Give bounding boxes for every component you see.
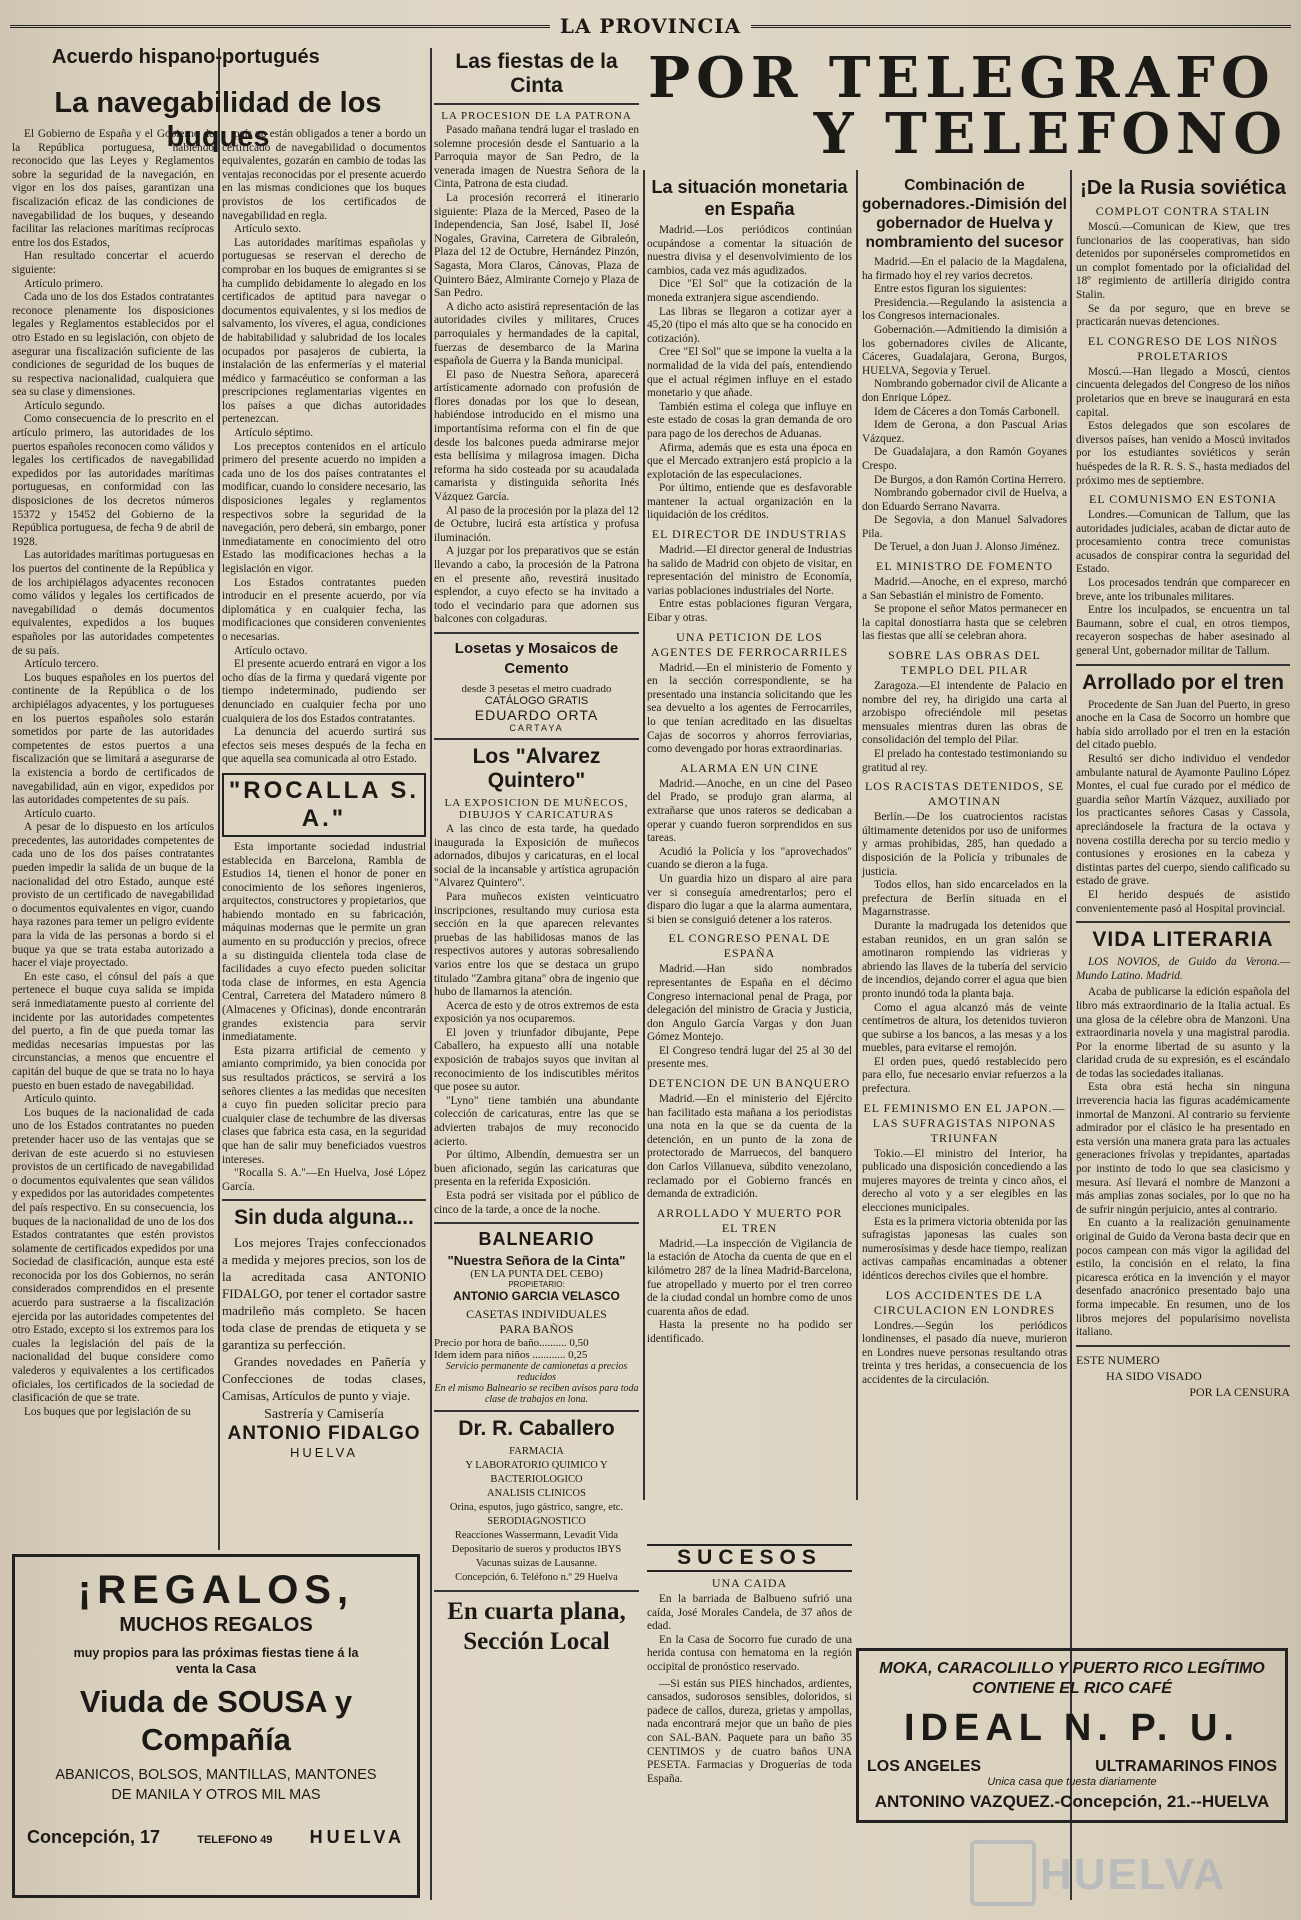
paragraph: Artículo octavo. (234, 644, 308, 657)
paragraph: Idem de Gerona, a don Pascual Arias Vázquez. (862, 419, 1067, 445)
paragraph: país no están obligados a tener a bordo un certificado de navegabilidad o documentos equivalentes, gozarán en cambio de todas las ventajas reconocidas por el presente acuerdo en las mismas condiciones que los buques provistos de los certificados de navegabilidad en regla. (222, 128, 426, 222)
article-gobernadores-title: Combinación de gobernadores.-Dimisión del gobernador de Huelva y nombramiento del sucesor (862, 177, 1067, 251)
ad-moka-line: MOKA, CARACOLILLO Y PUERTO RICO LEGÍTIMO (879, 1660, 1265, 1677)
subhead: ARROLLADO Y MUERTO POR EL TREN (656, 1205, 843, 1235)
ad-balneario-title: BALNEARIO (478, 1229, 595, 1250)
paragraph: Pasado mañana tendrá lugar el traslado en solemne procesión desde el Santuario a la Parroquia mayor de San Pedro, de la venerada imagen de Nuestra Señora de la Cinta, Patrona de esta ciudad. (434, 124, 639, 191)
paragraph: El Gobierno de España y el Gobierno de la República portuguesa, habiendo reconocido que las Leyes y Reglamentos sobre la seguridad de la navegación, en vigor en los dos países, garantizan una fiscalización eficaz de las condiciones de navegabilidad de los buques, y deseando facilitar las relaciones marítimas recíprocas entre los dos Estados, (12, 128, 214, 249)
paragraph: Moscú.—Han llegado a Moscú, cientos cincuenta delegados del Congreso de los niños proletarios que en breve se inaugurará en esta capital. (1076, 365, 1290, 419)
ad-balneario-owner: ANTONIO GARCIA VELASCO (453, 1289, 620, 1304)
paragraph: Como consecuencia de lo prescrito en el artículo primero, las autoridades de los puertos españoles reconocen como válidos y legales los certificados de navegabilidad expedidos por las autoridades marítimas portuguesas, en conformidad con las disposiciones de los decretos números 15372 y 15452 del Gobierno de la República portuguesa, de fecha 9 de abril de 1928. (12, 413, 214, 548)
ad-caballero-line: ANALISIS CLINICOS (487, 1488, 586, 1500)
paragraph: La denuncia del acuerdo surtirá sus efectos seis meses después de la fecha en que aquella sea comunicada al otro Estado. (222, 726, 426, 766)
paragraph: Madrid.—La inspección de Vigilancia de la estación de Atocha da cuenta de que en el kilómetro 287 de la línea Madrid-Barcelona, fue atropellado y muerto por el tren correo de la ciudad condal un hombre como de unos cuarenta años de edad. (647, 1237, 852, 1318)
subhead: LOS RACISTAS DETENIDOS, SE AMOTINAN (864, 779, 1065, 809)
paragraph: Acaba de publicarse la edición española del libro más extraordinario de la Italia actual. Es una glosa de la célebre obra de Manzoni. Una extraordinaria novela y una magistral parodia. Por la enorme libertad de su asunto y la claridad cruda de su expresión, es el escándalo de todas las sociedades italianas. (1076, 986, 1290, 1080)
ad-caballero-line: Reacciones Wassermann, Levadit Vida (454, 1530, 619, 1542)
ad-moka-note: Unica casa que tuesta diariamente (987, 1776, 1157, 1788)
ad-losetas-catalog: CATÁLOGO GRATIS (484, 694, 589, 707)
paragraph: Hasta la presente no ha podido ser identificado. (647, 1319, 852, 1345)
paragraph: El Congreso tendrá lugar del 25 al 30 del presente mes. (647, 1044, 852, 1071)
ad-fidalgo-title: Sin duda alguna... (234, 1206, 414, 1230)
paragraph: Un guardia hizo un disparo al aire para ver si conseguía amedrentarlos; pero el disparo dio lugar a que la alarma aumentara, si bien se consiguió detener a los rateros. (647, 872, 852, 926)
article-vida-literaria-sub: LOS NOVIOS, de Guido da Verona.—Mundo Latino. Madrid. (1076, 956, 1290, 982)
ad-losetas-title: Losetas y Mosaicos de Cemento (454, 639, 619, 677)
paragraph: "Lyno" tiene también una abundante colección de caricaturas, entre las que se advierten trabajos de muy reconocido acierto. (434, 1094, 639, 1148)
paragraph: Procedente de San Juan del Puerto, in greso anoche en la Casa de Socorro un hombre que había sido arrollado por el tren en la estación del citado pueblo. (1076, 698, 1290, 752)
subhead: UNA PETICION DE LOS AGENTES DE FERROCARRILES (650, 629, 849, 659)
censorship-note: POR LA CENSURA (1189, 1384, 1290, 1399)
paragraph: Gobernación.—Admitiendo la dimisión a los gobernadores civiles de Alicante, Cáceres, Guadalajara, Gerona, Burgos, HUELVA, Segovia y Teruel. (862, 323, 1067, 377)
article-title: La navegabilidad de los buques (54, 87, 382, 153)
ad-balneario-owner-label: PROPIETARIO: (508, 1280, 565, 1290)
paragraph: Se da por seguro, que en breve se practicarán nuevas detenciones. (1076, 302, 1290, 329)
subhead: EL COMUNISMO EN ESTONIA (1089, 492, 1277, 507)
paragraph: De Segovia, a don Manuel Salvadores Pila. (862, 514, 1067, 540)
ad-rocalla-title: "ROCALLA S. A." (222, 773, 426, 837)
paragraph: Las autoridades marítimas portuguesas en los puertos del continente de la República y de los archipiélagos adyacentes reconocen como válidos y legales los certificados de navegabilidad o demás documentos equivalentes, expedidos a los buques españoles por las autoridades competentes de su país. (12, 549, 214, 657)
sucesos-title: SUCESOS (647, 1544, 852, 1572)
column-rule (430, 48, 432, 1900)
paragraph: Madrid.—En el ministerio del Ejército han facilitado esta mañana a los periodistas una nota en la que se da cuenta de la detención, en un punto de la zona de protectorado de Marruecos, del banquero don Carlos Villanueva, súbdito venezolano, reclamado por el Gobierno francés en demanda de extradición. (647, 1093, 852, 1201)
ad-moka (856, 1648, 1288, 1873)
paragraph: Artículo sexto. (234, 223, 302, 236)
paragraph: A dicho acto asistirá representación de las autoridades civiles y militares, Cruces parroquiales y hermandades de la capital, fuerzas de desembarco de la Marina española de Guerra y la Banda municipal. (434, 300, 639, 368)
ad-caballero-title: Dr. R. Caballero (458, 1417, 615, 1441)
paragraph: Se propone el señor Matos permanecer en la capital donostiarra hasta que se celebren las fiestas que allí se celebran ahora. (862, 603, 1067, 643)
article-kicker: Acuerdo hispano-portugués (52, 46, 320, 68)
ad-regalos-items: ABANICOS, BOLSOS, MANTILLAS, MANTONES (55, 1767, 377, 1783)
newspaper-name: LA PROVINCIA (559, 14, 742, 38)
paragraph: Al paso de la procesión por la plaza del 12 de Octubre, lucirá esta artística y profusa iluminación. (434, 504, 639, 544)
paragraph: En la Casa de Socorro fue curado de una herida contusa con hematoma en la región occipital de pronóstico reservado. (647, 1633, 852, 1673)
paragraph: Durante la madrugada los detenidos que estaban reunidos, en un gran salón se amotinaron rompiendo las vidrieras y abriendo las llaves de la tubería del servicio de incendios, dejando correr el agua que bien pronto inundó toda la planta baja. (862, 919, 1067, 1000)
paragraph: Los buques de la nacionalidad de cada uno de los Estados contratantes no pueden pretender hacer uso de las ventajas que se derivan de este acuerdo si no estuviesen provistos de un certificado de navegabilidad o documentos equivalentes que sean válidos y expedidos por las autoridades competentes del país respectivo. En su consecuencia, los buques de la nacionalidad de uno de los dos Estados contratantes que estén provistos solamente de certificados expedidos por una Sociedad de clasificación, aunque esta esté reconocida por los dos Gobiernos, no serán considerados comprendidos en el presente acuerdo para sustraerse a la fiscalización ejercida por las autoridades competentes del otro Estado, excepto si los extremos para los cuales la legislación del país de la nacionalidad del buque considere como valederos y equivalentes a los certificados oficiales, los certificados de la sociedad de clasificación de que se trate. (12, 1106, 214, 1405)
paragraph: De Burgos, a don Ramón Cortina Herrero. (874, 473, 1066, 486)
column-5 (862, 172, 1067, 1582)
article-title-wrap (12, 82, 424, 153)
paragraph: El prelado ha contestado testimoniando su gratitud al rey. (862, 748, 1067, 774)
paragraph: Para muñecos existen veinticuatro inscripciones, resultando muy curiosa esta sección en la que aparecen relevantes pruebas de las habilidosas manos de las respectivos autores y autoras sobresaliendo varios entre los que se destaca un grupo titulado "Zambra gitana" obra de ingenio que hubo de llamarnos la atención. (434, 890, 639, 999)
paragraph: Han resultado concertar el acuerdo siguiente: (12, 250, 214, 276)
ad-caballero-line: Concepción, 6. Teléfono n.º 29 Huelva (455, 1572, 618, 1584)
paragraph: En cuanto a la realización genuinamente original de Guido da Verona basta decir que en pocos campean con más vigor la agilidad del estilo, la concisión en el relato, la fina picaresca erótica en la invención y el mayor desenfado anacrónico presentado bajo una forma impecable. En resumen, uno de los libros mejores del popularísimo novelista italiano. (1076, 1217, 1290, 1339)
ad-fidalgo-text: Los mejores Trajes confeccionados a medida y mejores precios, son los de la acreditada casa ANTONIO FIDALGO, por tener el cortador sastre madrileño más completo. Se hacen toda clase de prendas de etiqueta y se garantiza su perfección. (222, 1235, 426, 1353)
paragraph: Madrid.—En el palacio de la Magdalena, ha firmado hoy el rey varios decretos. (862, 256, 1067, 282)
paragraph: Dice "El Sol" que la cotización de la moneda extranjera sigue ascendiendo. (647, 278, 852, 304)
ad-rocalla-text: Esta pizarra artificial de cemento y amianto comprimido, ya bien conocida por sus resultados prácticos, se servirá a los señores clientes a las medidas que necesiten a cuyo fin pueden solicitar precio para cualquier clase de techumbre de las diversas clases que fabrica esta casa, en la seguridad que han de salir muy beneficiados vuestros intereses. (222, 1044, 426, 1166)
paragraph: Tokio.—El ministro del Interior, ha publicado una disposición concediendo a las mujeres mayores de treinta y cinco años, el derecho al voto y a ser elegibles en las elecciones municipales. (862, 1147, 1067, 1215)
column-6 (1076, 172, 1290, 1612)
paragraph: Los Estados contratantes pueden introducir en el presente acuerdo, por vía diplomática y en cualquier fecha, las modificaciones que consideren convenientes o necesarias. (222, 576, 426, 643)
paragraph: Afirma, además que es esta una época en que el Mercado extranjero está propicio a la explotación de las especulaciones. (647, 441, 852, 481)
paragraph: Artículo quinto. (24, 1093, 97, 1106)
paragraph: A juzgar por los preparativos que se están llevando a cabo, la procesión de la Patrona en el presente año, revestirá inusitado esplendor, a cuyo efecto se ha invitado a todo el vecindario para que adornen sus balcones con colgaduras. (434, 545, 639, 626)
censorship-note: HA SIDO VISADO (1106, 1368, 1202, 1383)
paragraph: Londres.—Comunican de Tallum, que las autoridades judiciales, acaban de dictar auto de procesamiento contra trece comunistas acusados de conspirar contra la seguridad del Estado. (1076, 509, 1290, 576)
paragraph: El joven y triunfador dibujante, Pepe Caballero, ha expuesto allí una notable exposición de trabajos suyos que invitan al reconocimiento de los indiscutibles méritos que posee su autor. (434, 1026, 639, 1094)
local-section-note: En cuarta plana, Sección Local (447, 1598, 626, 1656)
subhead: COMPLOT CONTRA STALIN (1095, 204, 1271, 218)
paragraph: Madrid.—Anoche, en un cine del Paseo del Prado, se produjo gran alarma, al extrañarse que unos rateros se dedicaban a operar y cuando fueron sorprendidos en sus tareas. (647, 777, 852, 845)
ad-caballero-line: Vacunas suizas de Lausanne. (475, 1558, 598, 1570)
ad-balneario-line: PARA BAÑOS (499, 1322, 574, 1337)
subhead: EL MINISTRO DE FOMENTO (876, 559, 1053, 574)
paragraph: Estos delegados que son escolares de diversos países, han venido a Moscú invitados por los estudiantes soviéticos y serán huéspedes de la R. R. S. S., hasta mediados del próximo mes de septiembre. (1076, 420, 1290, 487)
paragraph: Entre estas poblaciones figuran Vergara, Eibar y otras. (647, 598, 852, 625)
paragraph: Los buques que por legislación de su (24, 1405, 191, 1418)
paragraph: Zaragoza.—El intendente de Palacio en nombre del rey, ha dirigido una carta al arzobispo ofreciéndole mil pesetas mensuales mientras duren las obras de consolidación del templo del Pilar. (862, 680, 1067, 747)
telegrafo-header (648, 45, 1288, 168)
article-cinta-sub: LA PROCESION DE LA PATRONA (441, 110, 632, 122)
paragraph: Nombrando gobernador civil de Alicante a don Enrique López. (862, 378, 1067, 404)
article-navegabilidad-col2 (222, 128, 426, 1548)
paragraph: Esta obra está hecha sin ninguna irreverencia hacia las figuras académicamente inmortal de Manzoni. Al contrario su ferviente admirador por el clásico le ha presentado en esta versión una manera grata para las actuales generaciones frívolas y trepidantes, apartadas por instinto de todo lo que sea clasicismo y mesura. Así llevará el nombre de Manzoni a más amplias zonas sociales, por lo que no ha de sufrir ningún perjuicio, antes al contrario. (1076, 1081, 1290, 1216)
paragraph: Acerca de esto y de otros extremos de esta exposición ya nos ocuparemos. (434, 999, 639, 1026)
ad-moka-owner: ANTONINO VAZQUEZ.-Concepción, 21.--HUELVA (874, 1792, 1270, 1811)
ad-regalos-phone: TELEFONO 49 (197, 1834, 273, 1846)
paragraph: Los procesados tendrán que comparecer en breve, ante los tribunales militares. (1076, 577, 1290, 603)
paragraph: Como el agua alcanzó más de veinte centímetros de altura, los detenidos tuvieron que subirse a los bancos, a las mesas y a los muebles, para evitarse el remojón. (862, 1001, 1067, 1055)
column-rule (1070, 170, 1072, 1900)
paragraph: Nombrando gobernador civil de Huelva, a don Eduardo Serrano Navarra. (862, 487, 1067, 513)
ad-regalos-line: venta la Casa (176, 1662, 256, 1676)
sucesos-section (647, 1540, 852, 1895)
paragraph: Todos ellos, han sido encarcelados en la prefectura de Berlín situada en el Magarnstrasse. (862, 879, 1067, 919)
ad-regalos-name: Viuda de SOUSA y Compañía (79, 1684, 353, 1757)
column-rule (218, 48, 220, 1550)
column-3 (434, 46, 639, 1896)
paragraph: Cree "El Sol" que se impone la vuelta a la normalidad de la vida del país, entendiendo que el actual régimen influye en el estado monetario y que añade. (647, 346, 852, 400)
ad-balneario-location: (EN LA PUNTA DEL CEBO) (470, 1268, 603, 1281)
paragraph: Las libras se llegaron a cotizar ayer a 45,20 (tipo el más alto que se ha conocido en cotización). (647, 305, 852, 345)
paragraph: También estima el colega que influye en este estado de cosas la gran demanda de oro para pago de los derechos de Aduanas. (647, 400, 852, 440)
subhead: ALARMA EN UN CINE (680, 760, 819, 775)
article-vida-literaria-title: VIDA LITERARIA (1092, 928, 1274, 952)
ad-fidalgo-shop: Sastrería y Camisería (264, 1407, 384, 1423)
paragraph: En la barriada de Balbueno sufrió una caída, José Morales Candela, de 37 años de edad. (647, 1593, 852, 1633)
article-navegabilidad-col1 (12, 128, 214, 1548)
ad-moka-line: CONTIENE EL RICO CAFÉ (972, 1680, 1172, 1697)
paragraph: Madrid.—En el ministerio de Fomento y en la sección correspondiente, se ha presentado una instancia solicitando que les sea devuelto a los agentes de Ferrocarriles, lo que tenían acreditado en las disueltas Cajas de socorros y ahorros ferroviarias, como devengado por horas extraordinarias. (647, 661, 852, 756)
paragraph: Berlín.—De los cuatrocientos racistas últimamente detenidos por uso de uniformes y armas prohibidas, 285, han quedado a disposición de la Policía y tribunales de justicia. (862, 811, 1067, 878)
paragraph: Madrid.—El director general de Industrias ha salido de Madrid con objeto de visitar, en representación del ministro de Economía, varias poblaciones industriales del Norte. (647, 544, 852, 597)
ad-balneario-price: Idem idem para niños ............ 0,25 (434, 1349, 588, 1362)
ad-balneario-service: En el mismo Balneario se reciben avisos para toda clase de trabajos en lona. (434, 1383, 639, 1406)
ad-caballero-line: Orina, esputos, jugo gástrico, sangre, etc. (449, 1502, 624, 1514)
subhead: UNA CAIDA (711, 1576, 788, 1590)
ad-fidalgo-text: Grandes novedades en Pañería y Confecciones de todas clases, Camisas, Artículos de punto y viaje. (222, 1354, 426, 1404)
paragraph: A pesar de lo dispuesto en los artículos precedentes, las autoridades competentes de cada uno de los dos países contratantes pueden impedir la salida de un buque de la nacionalidad del otro Estado, aunque esté provisto de un certificado de navegabilidad o documentos equivalentes en vigor, cuando haya razones para temer un peligro evidente para la vida de las personas a bordo si el buque ya que se trata estaba autorizado a hacer el viaje proyectado. (12, 821, 214, 970)
paragraph: Madrid.—Anoche, en el expreso, marchó a San Sebastián el ministro de Fomento. (862, 576, 1067, 602)
paragraph: El presente acuerdo entrará en vigor a los ocho días de la firma y quedará vigente por tiempo indeterminado, pudiendo ser denunciado en cualquier fecha por uno cualquiera de los dos Estados contratantes. (222, 658, 426, 725)
article-cinta-title: Las fiestas de la Cinta (455, 50, 618, 97)
column-4 (647, 172, 852, 1497)
paragraph: Los preceptos contenidos en el artículo primero del presente acuerdo no impiden a cada uno de los dos países contratantes el modificar, cuando lo considere necesario, las disposiciones legales y reglamentos respectivos sobre la seguridad de la navegación, pero deberá, sin embargo, poner inmediatamente en conocimiento del otro Estado las modificaciones hechas a la legislación en vigor. (222, 440, 426, 575)
paragraph: La procesión recorrerá el itinerario siguiente: Plaza de la Merced, Paseo de la Independencia, San José, Isabel II, José Nogales, Gravina, Carretera de Gibraleón, Plaza del 12 de Octubre, Hernández Pinzón, Sagasta, Mora Claros, Cánovas, Plaza de Quintero Báez, Almirante Cornejo y Plaza de San Pedro. (434, 191, 639, 300)
ad-salban: —Si están sus PIES hinchados, ardientes, cansados, sudorosos sensibles, doloridos, si padece de callos, dureza, grietas y ampollas, nada encontrará mejor que un baño de pies con SAL-BAN. Paquete para un baño 35 CENTIMOS y de cuatro baños UNA PESETA. Farmacias y Droguerías de toda España. (647, 1677, 852, 1785)
paragraph: Londres.—Según los periódicos londinenses, el pasado día nueve, murieron en Londres nueve personas resultando otras treinta y tres heridas, a consecuencia de los accidentes de la circulación. (862, 1319, 1067, 1386)
subhead: SOBRE LAS OBRAS DEL TEMPLO DEL PILAR (888, 648, 1041, 678)
ad-balneario-name: "Nuestra Señora de la Cinta" (447, 1253, 626, 1269)
paragraph: Artículo cuarto. (24, 807, 96, 820)
subhead: LOS ACCIDENTES DE LA CIRCULACION EN LONDRES (873, 1287, 1056, 1317)
paragraph: Artículo primero. (24, 277, 104, 290)
masthead (10, 6, 1291, 46)
paragraph: Por último, entiende que es desfavorable mantener la actual organización en la liquidación de los créditos. (647, 482, 852, 522)
paragraph: Artículo segundo. (24, 399, 105, 412)
ad-rocalla-text: Esta importante sociedad industrial establecida en Barcelona, Rambla de Estudios 14, tienen el honor de poner en conocimiento de los señores ingenieros, arquitectos, constructores y propietarios, que habiendo montado en su fabricación, máquinas modernas que le permite un gran aumento en su producción y precios, ofrece a su distinguida clientela toda clase de facilidades a cuyo efecto pueden solicitar toda clase de informes, en esta Agencia Central, Carretera del Matadero número 8 (Almacenes y Oficinas), donde encontrarán grandes existencia para servir inmediatamente. (222, 840, 426, 1044)
ad-losetas-line: desde 3 pesetas el metro cuadrado (461, 682, 612, 695)
subhead: DETENCION DE UN BANQUERO (648, 1076, 851, 1091)
masthead-rule-left (10, 25, 550, 28)
censorship-note: ESTE NUMERO (1076, 1352, 1160, 1367)
ad-caballero-line: Y LABORATORIO QUIMICO Y BACTERIOLOGICO (465, 1460, 608, 1486)
paragraph: Entre los inculpados, se encuentra un tal Baumann, sobre el cual, en otros tiempos, recayeron sospechas de haber asesinado al general Unt, gobernador militar de Tallum. (1076, 604, 1290, 658)
paragraph: Los buques españoles en los puertos del continente de la República o de los archipiélagos adyacentes, y los portugueses en los puertos españoles solo estarán sometidos por parte de las autoridades competentes de estos puertos a una fiscalización que se limitará a asegurarse de la existencia a bordo de certificados de navegabilidad, aún en vigor, expedidos por las autoridades competentes de su país. (12, 671, 214, 807)
paragraph: Entre estos figuran los siguientes: (874, 283, 1027, 296)
ad-losetas-city: CARTAYA (509, 722, 564, 733)
ad-regalos-address: Concepción, 17 (27, 1827, 161, 1847)
ad-regalos (12, 1548, 420, 1890)
paragraph: Presidencia.—Regulando la asistencia a los Congresos internacionales. (862, 296, 1067, 323)
subhead: EL FEMINISMO EN EL JAPON.—LAS SUFRAGISTAS NIPONAS TRIUNFAN (863, 1100, 1066, 1145)
ad-caballero-line: FARMACIA (509, 1446, 564, 1458)
ad-balneario-line: CASETAS INDIVIDUALES (466, 1307, 607, 1322)
paragraph: Cada uno de los dos Estados contratantes reconoce plenamente los disposiciones legales y Reglamentos establecidos por el otro Estado en su legislación, con objeto de asegurar una fiscalización suficiente de las condiciones de seguridad de los buques de su respectiva nacionalidad, cualquiera que sea su clase y dimensiones. (12, 291, 214, 399)
article-quintero-sub: LA EXPOSICION DE MUÑECOS, DIBUJOS Y CARICATURAS (444, 796, 629, 821)
ad-regalos-items: DE MANILA Y OTROS MIL MAS (111, 1787, 321, 1803)
ad-regalos-city: HUELVA (309, 1827, 405, 1847)
paragraph: Las autoridades marítimas españolas y portuguesas se reservan el derecho de comprobar en los buques de emigrantes si se ha cumplido debidamente lo alegado en los certificados de aptitud para navegar o documentos equivalentes, y si los medios de salvamento, los víveres, el agua, condiciones de habitabilidad y salubridad de los locales ocupados por pasajeros de cubierta, la instalación de las enfermerías y el material médico y farmacéutico se conforman a las prescripciones reglamentarias vigentes en los países a que dichas autoridades pertenezcan. (222, 236, 426, 426)
paragraph: De Teruel, a don Juan J. Alonso Jiménez. (874, 541, 1060, 554)
ad-caballero-line: Depositario de sueros y productos IBYS (451, 1544, 622, 1556)
ad-regalos-title: ¡REGALOS, (77, 1568, 355, 1612)
ad-fidalgo-city: HUELVA (289, 1445, 359, 1461)
paragraph: El orden pues, quedó restablecido pero para ello, fue necesario enviar refuerzos a la prefectura. (862, 1055, 1067, 1096)
ad-balneario-price: Precio por hora de baño.......... 0,50 (434, 1337, 589, 1350)
column-rule (643, 170, 645, 1500)
ad-regalos-line: muy propios para las próximas fiestas tiene á la (73, 1646, 359, 1660)
paragraph: En este caso, el cónsul del país a que pertenece el buque cuya salida se impida será inmediatamente puesto al corriente del incidente por las autoridades competentes del puerto, a fin de que pueda tomar las medidas necesarias impuestas por las circunstancias, a menos que encuentre el capitán del buque de que se trata no lo haya puesto en buen estado de navegabilidad. (12, 970, 214, 1092)
column-rule (856, 170, 858, 1500)
archive-stamp: HUELVA (1040, 1850, 1227, 1899)
paragraph: El paso de Nuestra Señora, aparecerá artísticamente adornado con profusión de flores donadas por los que lo desean, habiéndose introducido en el mismo una importantísima reforma con el fin de que desde los balcones pueda admirarse mejor esta bellísima y milagrosa imagen. Dicha reforma ha sido costeada por su acaudalada camarista y distinguida señorita Inés Vázquez García. (434, 368, 639, 504)
paragraph: Moscú.—Comunican de Kiew, que tres funcionarios de las cooperativas, han sido detenidos por suponérseles comprometidos en un complot fomentado por la oficialidad del 18º regimiento de artillería dirigido contra Stalin. (1076, 221, 1290, 301)
ad-moka-type: ULTRAMARINOS FINOS (1095, 1758, 1277, 1775)
paragraph: De Guadalajara, a don Ramón Goyanes Crespo. (862, 446, 1067, 472)
paragraph: Esta podrá ser visitada por el público de cinco de la tarde, a once de la noche. (434, 1190, 639, 1216)
paragraph: Resultó ser dicho individuo el vendedor ambulante natural de Ayamonte Paulino López Montes, el cual fue curado por el médico de guardia señor Martín Vázquez, auxiliado por los practicantes señores Casas y Cassola, apreciándosele la fractura de la octava y novena costilla derecha por su tercio medio y contusiones y erosiones en la cabeza y distintas partes del cuerpo, siendo calificado su estado de grave. (1076, 753, 1290, 888)
ad-moka-shop: LOS ANGELES (867, 1758, 982, 1775)
paragraph: Esta es la primera victoria obtenida por las sufragistas japonesas las cuales son numerosísimas y desde hace tiempo, realizan activas campañas encaminadas a obtener idénticos derechos civiles que el hombre. (862, 1215, 1067, 1282)
ad-caballero-line: SERODIAGNOSTICO (487, 1516, 586, 1528)
subhead: EL DIRECTOR DE INDUSTRIAS (651, 527, 848, 542)
ad-regalos-sub: MUCHOS REGALOS (119, 1614, 313, 1636)
paragraph: Madrid.—Los periódicos continúan ocupándose a comentar la situación de nuestra divisa y el desenvolvimiento de los cambios, cada vez más agudizados. (647, 224, 852, 277)
article-monetaria-title: La situación monetaria en España (651, 177, 848, 219)
masthead-rule-right (751, 25, 1291, 28)
paragraph: Idem de Cáceres a don Tomás Carbonell. (874, 405, 1060, 418)
ad-fidalgo-name: ANTONIO FIDALGO (227, 1423, 421, 1445)
telegrafo-title-line2: Y TELEFONO (813, 101, 1288, 167)
subhead: EL CONGRESO DE LOS NIÑOS PROLETARIOS (1087, 333, 1279, 363)
paragraph: A las cinco de esta tarde, ha quedado inaugurada la Exposición de muñecos adornados, dibujos y caricaturas, en el local social de la incansable y artística agrupación "Alvarez Quintero". (434, 822, 639, 890)
telegrafo-title-line1: POR TELEGRAFO (648, 45, 1276, 111)
ad-balneario-service: Servicio permanente de camionetas a precios reducidos (445, 1361, 628, 1384)
ad-losetas-name: EDUARDO ORTA (474, 706, 599, 723)
subhead: EL CONGRESO PENAL DE ESPAÑA (668, 931, 831, 961)
article-rusia-title: ¡De la Rusia soviética (1080, 177, 1286, 199)
paragraph: Artículo séptimo. (234, 427, 314, 440)
ad-moka-name: IDEAL N. P. U. (904, 1707, 1240, 1749)
paragraph: Acudió la Policía y los "aprovechados" cuando se dieron a la fuga. (647, 845, 852, 872)
paragraph: El herido después de asistido convenientemente pasó al Hospital provincial. (1076, 888, 1290, 915)
article-arrollado-title: Arrollado por el tren (1082, 670, 1284, 694)
paragraph: Madrid.—Han sido nombrados representantes de España en el décimo Congreso internacional penal de Praga, por delegación del ministro de Gracia y Justicia, don Angulo García Vargas y don Juan Gómez Montejo. (647, 963, 852, 1044)
archive-seal-icon (970, 1840, 1036, 1906)
paragraph: Artículo tercero. (24, 658, 99, 671)
ad-rocalla-signature: "Rocalla S. A."—En Huelva, José López García. (222, 1167, 426, 1193)
article-quintero-title: Los "Alvarez Quintero" (472, 744, 601, 792)
paragraph: Por último, Albendín, demuestra ser un buen aficionado, según las caricaturas que presenta en la referida Exposición. (434, 1149, 639, 1189)
